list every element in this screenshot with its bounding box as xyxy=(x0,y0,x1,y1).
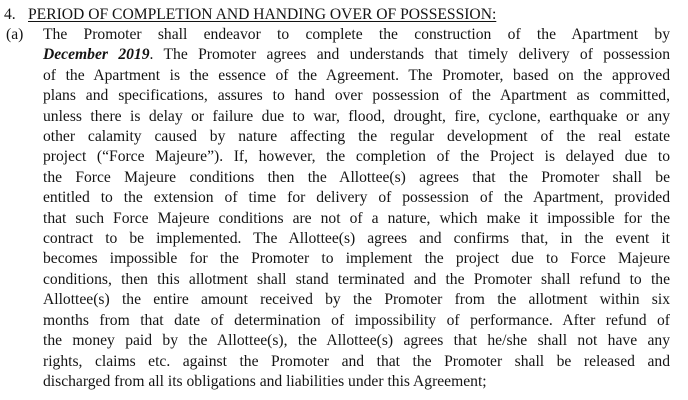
text-line: discharged from all its obligations and liabilities under this Agreement; xyxy=(43,372,487,390)
clause-marker: (a) xyxy=(6,26,24,43)
text-line: unless there is delay or failure due to war, flood, drought, fire, cyclone, earthquake or any xyxy=(43,107,670,125)
text-line: Allottee(s) the entire amount received by the Promoter from the allotment within six xyxy=(43,291,670,309)
text-line: other calamity caused by nature affecting the regular development of the real estate xyxy=(43,128,670,146)
text-line: contract to be implemented. The Allottee(s) agrees and confirms that, in the event it xyxy=(43,230,670,248)
text-line: the Force Majeure conditions then the Allottee(s) agrees that the Promoter shall be xyxy=(43,168,670,186)
completion-date: December 2019 xyxy=(43,46,150,64)
text-line: that such Force Majeure conditions are not of a nature, which make it impossible for the xyxy=(43,209,670,227)
text-line: rights, claims etc. against the Promoter and that the Promoter shall be released and xyxy=(43,352,670,370)
section-heading xyxy=(4,5,496,25)
text-line: the money paid by the Allottee(s), the Allottee(s) agrees that he/she shall not have any xyxy=(43,332,670,350)
section-title: PERIOD OF COMPLETION AND HANDING OVER OF POSSESSION: xyxy=(28,6,497,23)
text-line: months from that date of determination of impossibility of performance. After refund of xyxy=(43,311,670,329)
text-line: project (“Force Majeure”). If, however, the completion of the Project is delayed due to xyxy=(43,148,670,166)
clause-a xyxy=(6,25,670,392)
text-line: conditions, then this allotment shall stand terminated and the Promoter shall refund to the xyxy=(43,270,670,288)
text-line: The Promoter shall endeavor to complete the construction of the Apartment by xyxy=(43,26,670,43)
clause-body xyxy=(43,25,670,392)
text-line: becomes impossible for the Promoter to implement the project due to Force Majeure xyxy=(43,250,670,268)
section-number: 4. xyxy=(4,6,16,23)
text-line: plans and specifications, assures to hand over possession of the Apartment as committed, xyxy=(43,87,670,105)
text-line: December 2019. The Promoter agrees and understands that timely delivery of possession xyxy=(43,46,671,64)
text-line: of the Apartment is the essence of the Agreement. The Promoter, based on the approved xyxy=(43,66,670,84)
text-line: entitled to the extension of time for delivery of possession of the Apartment, provided xyxy=(43,189,670,207)
